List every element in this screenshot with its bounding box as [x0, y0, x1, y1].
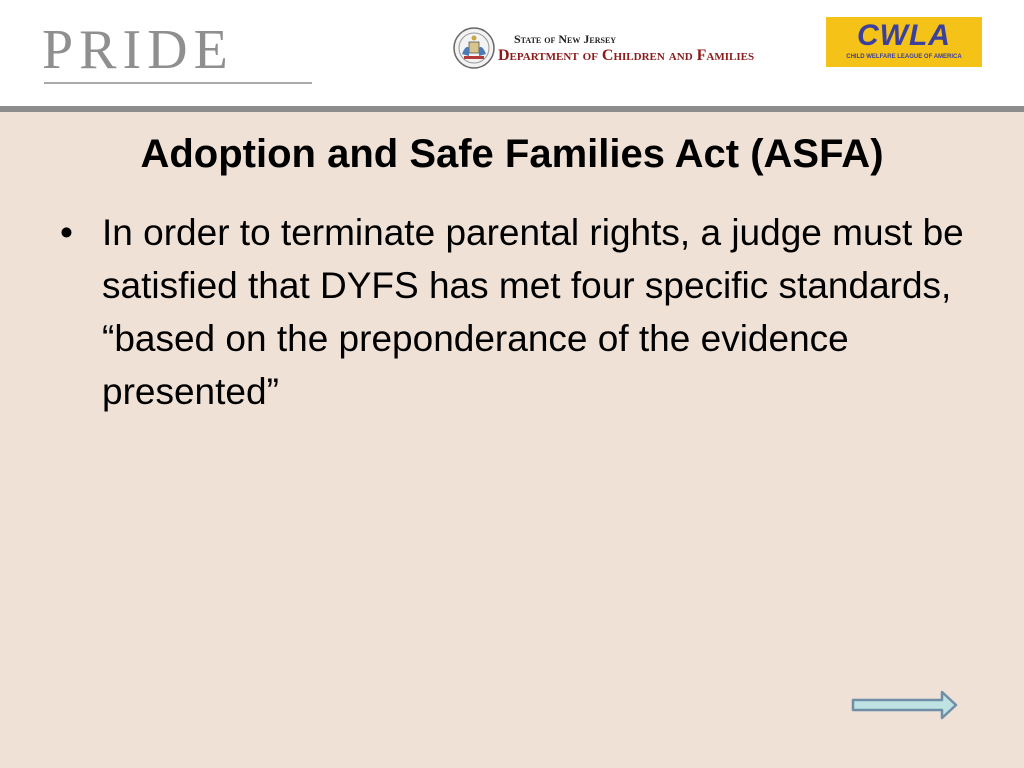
next-slide-button[interactable]	[850, 688, 960, 722]
slide-header	[0, 0, 1024, 106]
nj-department-text: Department of Children and Families	[498, 47, 755, 64]
right-arrow-icon[interactable]	[853, 692, 956, 718]
nj-state-text: State of New Jersey	[514, 32, 617, 46]
pride-logo-text: PRIDE	[42, 19, 234, 81]
bullet-marker: •	[60, 212, 73, 253]
cwla-logo	[826, 17, 982, 67]
pride-logo	[42, 19, 312, 86]
bullet-text: In order to terminate parental rights, a judge must be satisfied that DYFS has met four specific standards, “based on the preponderance of the evidence presented”	[102, 212, 964, 412]
slide-title: Adoption and Safe Families Act (ASFA)	[140, 132, 884, 176]
pride-logo-underline	[44, 82, 312, 84]
nj-state-seal-icon	[452, 26, 496, 70]
bullet-item	[60, 206, 990, 418]
header-divider	[0, 106, 1024, 112]
cwla-logo-text: CWLA	[857, 19, 951, 52]
nj-dcf-logo	[452, 26, 822, 72]
bullet-list	[60, 206, 990, 418]
cwla-tagline: CHILD WELFARE LEAGUE OF AMERICA	[846, 54, 962, 60]
